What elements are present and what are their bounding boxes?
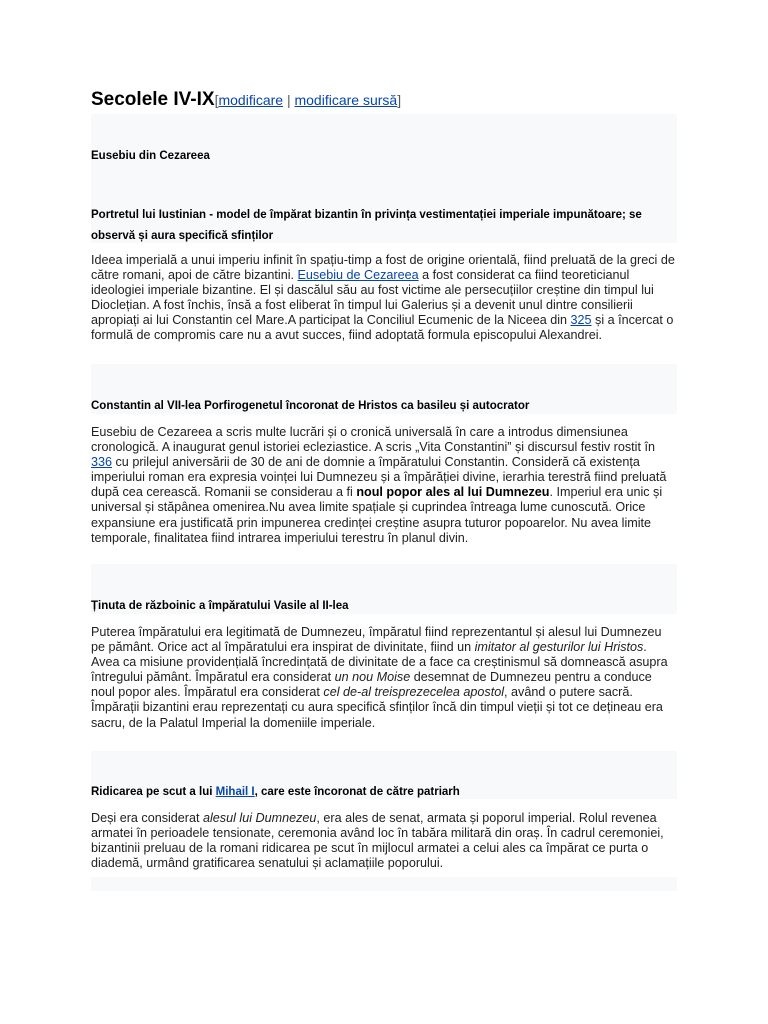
paragraph-text: desemnat de Dumnezeu pentru a conduce noul popor ales. Împăratul era considerat — [91, 670, 652, 700]
edit-separator: | — [283, 92, 295, 108]
italic-phrase: un nou Moise — [334, 670, 411, 685]
italic-phrase: cel de-al treisprezecelea apostol — [323, 685, 505, 700]
paragraph-4 — [91, 811, 677, 871]
caption-text: Ridicarea pe scut a lui — [91, 786, 216, 798]
paragraph-text: . Imperiul era unic și universal și stăpânea omenirea.Nu avea limite spațiale și cuprindea întreaga lume cunoscută. Orice expansiune era justificată prin impunerea credinței creștine asupra tuturor popoarelor. Nu avea limite temporale, finalitatea fiind intrarea imperiului terestru în planul divin. — [91, 485, 663, 545]
link-eusebiu-de-cezareea[interactable]: Eusebiu de Cezareea — [297, 268, 419, 283]
edit-bracket-open: [ — [214, 92, 219, 108]
bold-phrase: noul popor ales al lui Dumnezeu — [356, 485, 550, 500]
paragraph-text: Puterea împăratului era legitimată de Dumnezeu, împăratul fiind reprezentantul și alesul lui Dumnezeu pe pământ. Orice act al împăratului era inspirat de divinitate, fiind un — [91, 625, 662, 655]
figure-band-5 — [91, 877, 677, 891]
edit-link[interactable]: modificare — [218, 92, 284, 108]
paragraph-text: cu prilejul aniversării de 30 de ani de domnie a împăratului Constantin. Consideră că existența imperiului roman era expresia voinței lui Dumnezeu și a împărăției divine, ierarhia terestră fiind preluată după cea cerească. Romanii se considerau a fi — [91, 455, 667, 500]
figure-caption-constantin: Constantin al VII-lea Porfirogenetul încoronat de Hristos ca basileu și autocrator — [91, 400, 530, 412]
paragraph-text: , având o putere sacră. Împărații bizantini erau reprezentați cu aura specifică sfinților încă din timpul vieții și tot ce dețineau era sacru, de la Palatul Imperial la domeniile imperiale. — [91, 685, 663, 730]
edit-source-link[interactable]: modificare sursă — [294, 92, 398, 108]
section-title: Secolele IV-IX — [91, 89, 215, 110]
figure-caption-eusebiu: Eusebiu din Cezareea — [91, 150, 210, 162]
figure-caption-vasile: Ținuta de războinic a împăratului Vasile al II-lea — [91, 600, 349, 612]
link-mihail-i[interactable]: Mihail I — [215, 786, 255, 798]
link-325[interactable]: 325 — [570, 313, 592, 328]
edit-bracket-close: ] — [397, 92, 402, 108]
figure-caption-mihail — [91, 782, 677, 803]
paragraph-text: , era ales de senat, armata și poporul imperial. Rolul revenea armatei în perioadele tensionate, ceremonia având loc în tabăra militară din oraș. În cadrul ceremoniei, bizantinii preluau de la romani ridicarea pe scut în mijlocul armatei a celui ales ca împărat ce purta o diademă, urmând gratificarea senatului și aclamațiile poporului. — [91, 811, 664, 871]
paragraph-1 — [91, 253, 677, 344]
italic-phrase: imitator al gesturilor lui Hristos — [474, 640, 644, 655]
paragraph-text: a fost considerat ca fiind teoreticianul ideologiei imperiale bizantine. El și dascălul său au fost victime ale persecuțiilor creștine din timpul lui Dioclețian. A fost închis, însă a fost eliberat în timpul lui Galerius și a devenit unul dintre consilierii apropiați ai lui Constantin cel Mare.A participat la Conciliul Ecumenic de la Niceea din — [91, 268, 654, 328]
section-heading — [91, 89, 691, 111]
italic-phrase: alesul lui Dumnezeu — [203, 811, 317, 825]
figure-caption-iustinian: Portretul lui Iustinian - model de împărat bizantin în privința vestimentației imperiale impunătoare; se observă și aura specifică sfinților — [91, 209, 642, 242]
paragraph-text: . Avea ca misiune providențială încredințată de divinitate de a face ca creștinismul să domnească asupra întregului pământ. Împăratul era considerat — [91, 640, 668, 685]
caption-text: , care este încoronat de către patriarh — [254, 786, 460, 798]
paragraph-text: Ideea imperială a unui imperiu infinit în spațiu-timp a fost de origine orientală, fiind preluată de la greci de către romani, apoi de către bizantini. — [91, 253, 675, 283]
edit-section-links — [215, 92, 402, 108]
paragraph-text: și a încercat o formulă de compromis care nu a avut succes, fiind adoptată formula episcopului Alexandrei. — [91, 313, 674, 343]
paragraph-text: Eusebiu de Cezareea a scris multe lucrări și o cronică universală în care a introdus dimensiunea cronologică. A inaugurat genul istoriei ecleziastice. A scris „Vita Constantini” și discursul festiv rostit în — [91, 425, 655, 455]
paragraph-2 — [91, 425, 677, 546]
link-336[interactable]: 336 — [91, 455, 113, 470]
paragraph-3 — [91, 625, 677, 731]
paragraph-text: Deși era considerat — [91, 811, 203, 825]
